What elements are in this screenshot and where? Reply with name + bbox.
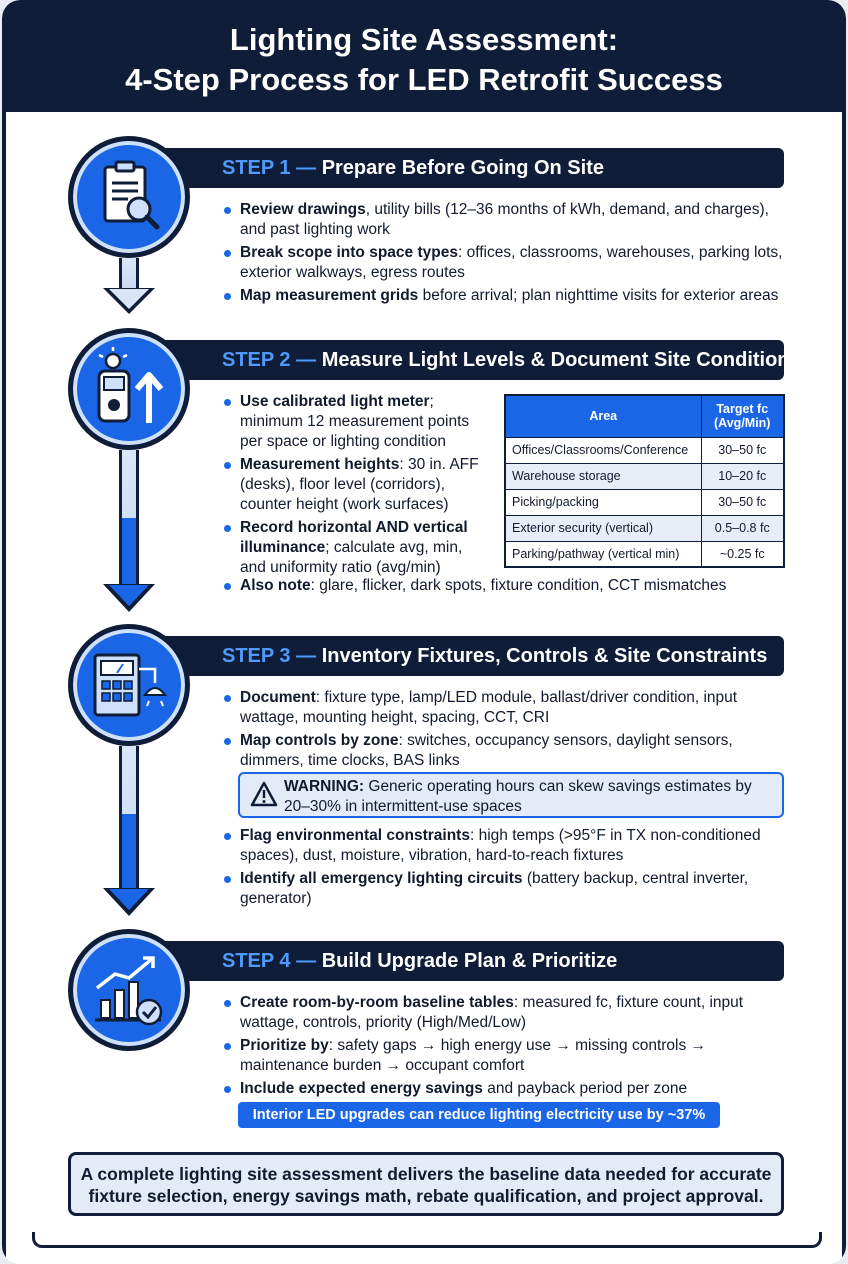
title-line-2: 4-Step Process for LED Retrofit Success (125, 62, 723, 97)
electrical-panel-icon (83, 639, 175, 731)
step-3-circle (68, 624, 190, 746)
step-2-banner (162, 340, 801, 380)
step-2-arrow-shaft (119, 450, 139, 588)
table-row: Offices/Classrooms/Conference 30–50 fc (505, 437, 784, 463)
step-2-title: Measure Light Levels & Document Site Conditions (321, 349, 801, 371)
list-item: Identify all emergency lighting circuits (battery backup, central inverter, generator) (222, 869, 792, 909)
light-meter-icon (83, 343, 175, 435)
conclusion-box (68, 1152, 784, 1216)
list-item: Review drawings, utility bills (12–36 months of kWh, demand, and charges), and past lighting work (222, 200, 792, 240)
step-3-banner (162, 636, 784, 676)
step-3-bullets-after (222, 826, 792, 912)
list-item: Prioritize by: safety gaps → high energy use → missing controls → maintenance burden → occupant comfort (222, 1036, 792, 1076)
warning-label: WARNING: (284, 778, 365, 795)
bottom-bracket (32, 1232, 822, 1248)
step-1-arrow-shaft (119, 258, 139, 292)
step-1-bullets (222, 200, 792, 309)
right-border (842, 110, 846, 1264)
list-item: Document: fixture type, lamp/LED module, ballast/driver condition, input wattage, mounting height, spacing, CCT, CRI (222, 688, 792, 728)
step-4-circle (68, 929, 190, 1051)
step-3-number: STEP 3 — (222, 645, 317, 667)
list-item: Break scope into space types: offices, classrooms, warehouses, parking lots, exterior walkways, egress routes (222, 243, 792, 283)
step-2-number: STEP 2 — (222, 349, 317, 371)
step-1-circle (68, 136, 190, 258)
list-item: Record horizontal AND vertical illuminance; calculate avg, min, and uniformity ratio (avg/min) (222, 518, 492, 578)
list-item: Map measurement grids before arrival; plan nighttime visits for exterior areas (222, 286, 792, 306)
step-4-banner (162, 941, 784, 981)
table-row: Picking/packing 30–50 fc (505, 489, 784, 515)
list-item: Flag environmental constraints: high temps (>95°F in TX non-conditioned spaces), dust, moisture, vibration, hard-to-reach fixtures (222, 826, 792, 866)
list-item: Also note: glare, flicker, dark spots, fixture condition, CCT mismatches (222, 576, 792, 596)
table-header-target: Target fc (Avg/Min) (701, 395, 784, 437)
conclusion-line-1: A complete lighting site assessment delivers the baseline data needed for accurate (80, 1164, 772, 1184)
step-2-extra-bullet (222, 576, 792, 599)
warning-triangle-icon (250, 781, 278, 807)
infographic (2, 0, 846, 1264)
list-item: Include expected energy savings and payback period per zone (222, 1079, 792, 1099)
table-row: Parking/pathway (vertical min) ~0.25 fc (505, 541, 784, 567)
list-item: Map controls by zone: switches, occupancy sensors, daylight sensors, dimmers, time clocks, BAS links (222, 731, 792, 771)
table-row: Exterior security (vertical) 0.5–0.8 fc (505, 515, 784, 541)
step-1-title: Prepare Before Going On Site (321, 157, 604, 179)
step-4-number: STEP 4 — (222, 950, 317, 972)
target-footcandle-table (504, 394, 785, 568)
clipboard-magnifier-icon (83, 151, 175, 243)
step-2-bullets (222, 392, 492, 581)
table-header-area: Area (505, 395, 701, 437)
step-1-arrow-head-fill (109, 289, 149, 309)
step-4-bullets (222, 993, 792, 1102)
table-row: Warehouse storage 10–20 fc (505, 463, 784, 489)
warning-callout (238, 772, 784, 818)
title-line-1: Lighting Site Assessment: (229, 22, 619, 57)
list-item: Measurement heights: 30 in. AFF (desks), floor level (corridors), counter height (work surfaces) (222, 455, 492, 515)
step-1-banner (162, 148, 784, 188)
step-1-number: STEP 1 — (222, 157, 317, 179)
header (2, 0, 846, 112)
step-2-circle (68, 328, 190, 450)
savings-stat-badge: Interior LED upgrades can reduce lighting electricity use by ~37% (238, 1102, 720, 1128)
step-4-title: Build Upgrade Plan & Prioritize (321, 950, 618, 972)
conclusion-line-2: fixture selection, energy savings math, rebate qualification, and project approval. (88, 1186, 764, 1206)
list-item: Use calibrated light meter; minimum 12 measurement points per space or lighting condition (222, 392, 492, 452)
step-3-arrow-shaft (119, 746, 139, 892)
step-3-bullets (222, 688, 792, 774)
warning-text: Generic operating hours can skew savings estimates by 20–30% in intermittent-use spaces (284, 778, 752, 815)
left-border (2, 110, 6, 1264)
list-item: Create room-by-room baseline tables: measured fc, fixture count, input wattage, controls, priority (High/Med/Low) (222, 993, 792, 1033)
step-3-title: Inventory Fixtures, Controls & Site Constraints (321, 645, 768, 667)
growth-chart-check-icon (83, 944, 175, 1036)
step-3-arrow-head-fill (109, 889, 149, 910)
step-2-arrow-head-fill (109, 585, 149, 606)
